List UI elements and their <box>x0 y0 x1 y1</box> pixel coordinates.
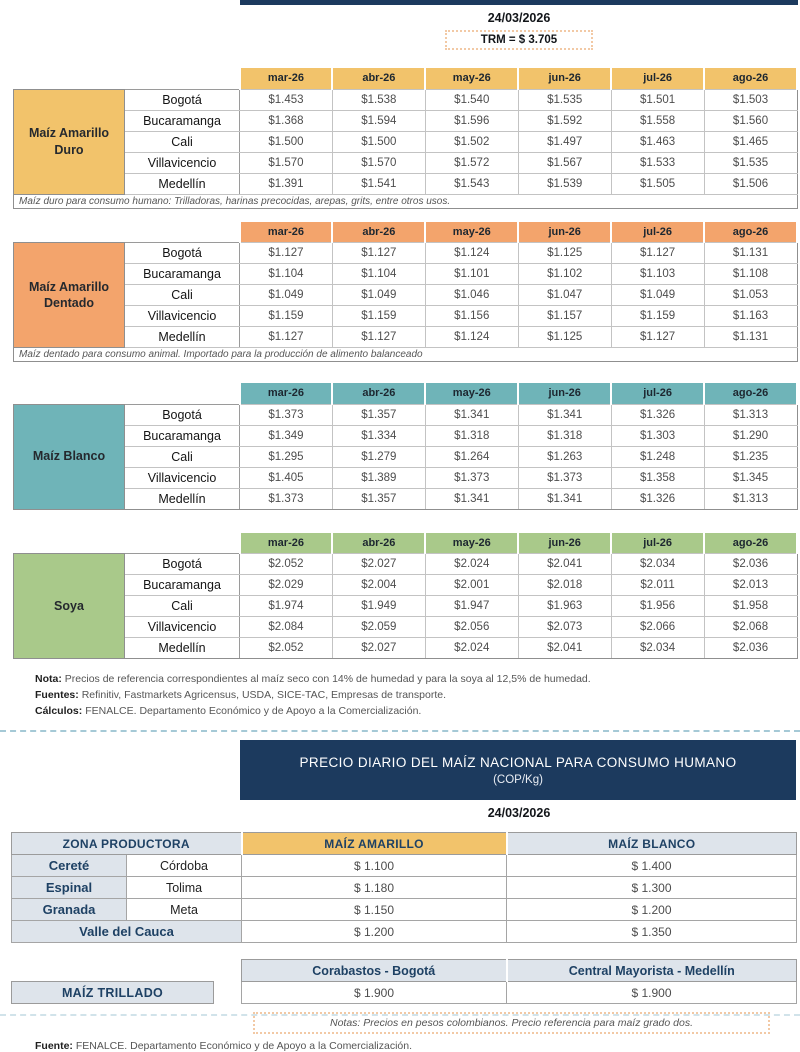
month-header: jul-26 <box>611 383 704 404</box>
calculos-text: FENALCE. Departamento Económico y de Apoyo a la Comercialización. <box>85 704 422 717</box>
price-cell: $2.018 <box>518 575 611 596</box>
fuentes-line <box>35 688 800 704</box>
month-header: jul-26 <box>611 222 704 243</box>
price-cell: $1.341 <box>518 488 611 509</box>
commodity-label: Maíz Amarillo Dentado <box>14 243 125 348</box>
price-cell: $1.290 <box>704 425 797 446</box>
month-header: jun-26 <box>518 383 611 404</box>
price-cell: $1.500 <box>240 131 333 152</box>
month-header: may-26 <box>425 68 518 89</box>
month-header: ago-26 <box>704 533 797 554</box>
price-cell: $1.341 <box>518 404 611 425</box>
price-cell: $1.503 <box>704 89 797 110</box>
price-cell: $2.034 <box>611 638 704 659</box>
price-cell: $2.029 <box>240 575 333 596</box>
price-cell: $1.047 <box>518 285 611 306</box>
price-table-maiz-amarillo-dentado <box>13 222 798 363</box>
notas-text: Notas: Precios en pesos colombianos. Precio referencia para maíz grado dos. <box>329 1017 694 1030</box>
price-cell: $1.594 <box>332 110 425 131</box>
price-cell: $1.357 <box>332 404 425 425</box>
city-label: Villavicencio <box>125 617 240 638</box>
month-header: ago-26 <box>704 383 797 404</box>
price-cell: $1.049 <box>240 285 333 306</box>
price-table-maiz-blanco <box>13 383 798 510</box>
fuente-text: FENALCE. Departamento Económico y de Apoyo a la Comercialización. <box>75 1040 413 1052</box>
zona-price-blanco: $ 1.400 <box>507 855 797 877</box>
city-price-row <box>14 488 798 509</box>
zona-price-blanco: $ 1.350 <box>507 921 797 943</box>
zona-depto: Tolima <box>127 877 242 899</box>
zona-row <box>12 877 797 899</box>
price-cell: $1.124 <box>425 327 518 348</box>
price-cell: $1.465 <box>704 131 797 152</box>
price-cell: $1.318 <box>518 425 611 446</box>
price-cell: $1.264 <box>425 446 518 467</box>
price-cell: $2.059 <box>332 617 425 638</box>
price-cell: $1.373 <box>240 488 333 509</box>
zona-name: Valle del Cauca <box>12 921 242 943</box>
trm-badge <box>445 30 593 50</box>
price-cell: $1.127 <box>332 243 425 264</box>
city-label: Villavicencio <box>125 306 240 327</box>
month-header: may-26 <box>425 383 518 404</box>
trillado-row <box>12 982 797 1004</box>
price-cell: $1.570 <box>240 152 333 173</box>
city-label: Villavicencio <box>125 467 240 488</box>
price-cell: $1.373 <box>518 467 611 488</box>
price-cell: $1.391 <box>240 173 333 194</box>
price-cell: $1.540 <box>425 89 518 110</box>
city-price-row <box>14 152 798 173</box>
price-cell: $1.124 <box>425 243 518 264</box>
price-cell: $1.046 <box>425 285 518 306</box>
price-cell: $1.131 <box>704 327 797 348</box>
price-cell: $1.104 <box>332 264 425 285</box>
zona-price-amarillo: $ 1.180 <box>242 877 507 899</box>
corabastos-header: Corabastos - Bogotá <box>242 960 507 982</box>
zona-row <box>12 899 797 921</box>
price-cell: $1.958 <box>704 596 797 617</box>
nota-line <box>35 672 800 688</box>
city-label: Villavicencio <box>125 152 240 173</box>
city-label: Cali <box>125 285 240 306</box>
city-label: Bucaramanga <box>125 264 240 285</box>
city-price-row <box>14 638 798 659</box>
price-cell: $1.502 <box>425 131 518 152</box>
price-cell: $1.159 <box>611 306 704 327</box>
price-cell: $1.125 <box>518 243 611 264</box>
blank-cell <box>14 383 240 404</box>
price-cell: $1.127 <box>332 327 425 348</box>
city-price-row <box>14 425 798 446</box>
city-label: Bucaramanga <box>125 575 240 596</box>
month-header: may-26 <box>425 222 518 243</box>
fuentes-label: Fuentes: <box>35 688 79 701</box>
city-price-row <box>14 596 798 617</box>
price-cell: $1.463 <box>611 131 704 152</box>
price-cell: $2.004 <box>332 575 425 596</box>
maiz-amarillo-header: MAÍZ AMARILLO <box>242 833 507 855</box>
month-header: ago-26 <box>704 68 797 89</box>
price-cell: $1.349 <box>240 425 333 446</box>
maiz-trillado-label: MAÍZ TRILLADO <box>12 982 214 1004</box>
price-cell: $2.036 <box>704 638 797 659</box>
city-price-row <box>14 306 798 327</box>
central-mayorista-header: Central Mayorista - Medellín <box>507 960 797 982</box>
city-price-row <box>14 285 798 306</box>
month-header: jul-26 <box>611 68 704 89</box>
month-header: mar-26 <box>240 533 333 554</box>
commodity-label: Soya <box>14 554 125 659</box>
commodity-label: Maíz Amarillo Duro <box>14 89 125 194</box>
month-header: mar-26 <box>240 68 333 89</box>
city-label: Bogotá <box>125 554 240 575</box>
city-price-row <box>14 467 798 488</box>
nota-text: Precios de referencia correspondientes al maíz seco con 14% de humedad y para la soya al 12,5% de humedad. <box>64 673 591 685</box>
zona-price-amarillo: $ 1.200 <box>242 921 507 943</box>
price-cell: $2.027 <box>332 638 425 659</box>
price-cell: $1.049 <box>332 285 425 306</box>
price-cell: $1.453 <box>240 89 333 110</box>
blank-cell <box>12 960 242 982</box>
price-cell: $1.535 <box>518 89 611 110</box>
price-cell: $1.956 <box>611 596 704 617</box>
price-cell: $1.341 <box>425 404 518 425</box>
price-cell: $1.963 <box>518 596 611 617</box>
city-label: Bucaramanga <box>125 110 240 131</box>
price-cell: $2.052 <box>240 638 333 659</box>
price-cell: $1.235 <box>704 446 797 467</box>
month-header-row <box>14 222 798 243</box>
city-label: Bucaramanga <box>125 425 240 446</box>
price-cell: $1.102 <box>518 264 611 285</box>
price-cell: $1.131 <box>704 243 797 264</box>
price-cell: $1.127 <box>240 327 333 348</box>
price-cell: $1.538 <box>332 89 425 110</box>
price-cell: $1.974 <box>240 596 333 617</box>
fuentes-text: Refinitiv, Fastmarkets Agricensus, USDA, SICE-TAC, Empresas de transporte. <box>81 688 446 701</box>
commodity-label: Maíz Blanco <box>14 404 125 509</box>
section-divider <box>0 730 800 732</box>
city-price-row <box>14 264 798 285</box>
trillado-price-bogota: $ 1.900 <box>242 982 507 1004</box>
trillado-price-medellin: $ 1.900 <box>507 982 797 1004</box>
price-cell: $1.104 <box>240 264 333 285</box>
price-cell: $1.127 <box>240 243 333 264</box>
price-cell: $1.558 <box>611 110 704 131</box>
city-price-row <box>14 575 798 596</box>
city-price-row <box>14 110 798 131</box>
section2-subtitle: (COP/Kg) <box>493 773 543 786</box>
price-cell: $2.068 <box>704 617 797 638</box>
price-cell: $1.163 <box>704 306 797 327</box>
price-cell: $2.034 <box>611 554 704 575</box>
price-cell: $1.389 <box>332 467 425 488</box>
month-header-row <box>14 533 798 554</box>
price-cell: $1.535 <box>704 152 797 173</box>
price-cell: $2.011 <box>611 575 704 596</box>
city-label: Cali <box>125 596 240 617</box>
city-label: Medellín <box>125 638 240 659</box>
fuente-label: Fuente: <box>35 1040 73 1052</box>
price-cell: $1.101 <box>425 264 518 285</box>
price-cell: $2.041 <box>518 554 611 575</box>
bottom-divider-partial <box>0 1014 800 1016</box>
zona-price-blanco: $ 1.300 <box>507 877 797 899</box>
price-cell: $1.570 <box>332 152 425 173</box>
month-header: jun-26 <box>518 68 611 89</box>
price-cell: $1.318 <box>425 425 518 446</box>
price-cell: $1.125 <box>518 327 611 348</box>
section2-title-bar <box>240 740 796 800</box>
table-footnote-row <box>14 348 798 362</box>
trillado-header-row <box>12 960 797 982</box>
price-cell: $1.263 <box>518 446 611 467</box>
price-cell: $1.501 <box>611 89 704 110</box>
price-cell: $2.056 <box>425 617 518 638</box>
city-label: Bogotá <box>125 404 240 425</box>
price-cell: $1.497 <box>518 131 611 152</box>
month-header: abr-26 <box>332 533 425 554</box>
month-header: abr-26 <box>332 68 425 89</box>
price-cell: $1.049 <box>611 285 704 306</box>
zona-row <box>12 921 797 943</box>
city-price-row <box>14 89 798 110</box>
maiz-blanco-header: MAÍZ BLANCO <box>507 833 797 855</box>
price-cell: $1.572 <box>425 152 518 173</box>
city-label: Cali <box>125 446 240 467</box>
price-cell: $1.295 <box>240 446 333 467</box>
price-cell: $2.024 <box>425 554 518 575</box>
price-cell: $1.567 <box>518 152 611 173</box>
price-cell: $2.027 <box>332 554 425 575</box>
nota-label: Nota: <box>35 673 62 685</box>
city-price-row <box>14 173 798 194</box>
price-cell: $2.001 <box>425 575 518 596</box>
month-header-row <box>14 383 798 404</box>
top-header-column <box>240 11 798 50</box>
city-price-row <box>14 554 798 575</box>
blank-cell <box>14 533 240 554</box>
price-cell: $2.066 <box>611 617 704 638</box>
price-cell: $1.156 <box>425 306 518 327</box>
fuente-line <box>35 1040 800 1052</box>
trm-value: TRM = $ 3.705 <box>480 34 558 46</box>
price-cell: $1.313 <box>704 404 797 425</box>
report-date: 24/03/2026 <box>487 11 551 25</box>
blank-cell <box>14 68 240 89</box>
price-cell: $1.053 <box>704 285 797 306</box>
zona-name: Espinal <box>12 877 127 899</box>
month-header: abr-26 <box>332 383 425 404</box>
city-price-row <box>14 446 798 467</box>
table-footnote: Maíz dentado para consumo animal. Importado para la producción de alimento balanceado <box>14 348 798 362</box>
city-label: Bogotá <box>125 89 240 110</box>
price-cell: $1.103 <box>611 264 704 285</box>
price-table-soya <box>13 533 798 660</box>
city-price-row <box>14 617 798 638</box>
price-cell: $1.345 <box>704 467 797 488</box>
price-cell: $1.108 <box>704 264 797 285</box>
month-header: jun-26 <box>518 222 611 243</box>
maiz-trillado-table <box>11 959 797 1004</box>
zona-price-blanco: $ 1.200 <box>507 899 797 921</box>
price-cell: $1.592 <box>518 110 611 131</box>
city-label: Medellín <box>125 327 240 348</box>
price-cell: $1.405 <box>240 467 333 488</box>
price-cell: $1.341 <box>425 488 518 509</box>
price-cell: $1.358 <box>611 467 704 488</box>
zona-productora-header: ZONA PRODUCTORA <box>12 833 242 855</box>
section2-date: 24/03/2026 <box>487 806 551 821</box>
zona-header-row <box>12 833 797 855</box>
price-cell: $1.159 <box>240 306 333 327</box>
price-cell: $1.157 <box>518 306 611 327</box>
month-header: mar-26 <box>240 222 333 243</box>
top-title-bar-partial <box>240 0 798 5</box>
city-label: Medellín <box>125 173 240 194</box>
price-cell: $2.024 <box>425 638 518 659</box>
price-cell: $1.373 <box>240 404 333 425</box>
price-cell: $1.533 <box>611 152 704 173</box>
price-cell: $2.041 <box>518 638 611 659</box>
price-cell: $1.560 <box>704 110 797 131</box>
table-footnote: Maíz duro para consumo humano: Trilladoras, harinas precocidas, arepas, grits, entre otros usos. <box>14 194 798 208</box>
city-price-row <box>14 243 798 264</box>
section2-date-wrap <box>240 806 798 820</box>
price-cell: $1.357 <box>332 488 425 509</box>
calculos-label: Cálculos: <box>35 704 83 717</box>
city-price-row <box>14 327 798 348</box>
price-cell: $2.013 <box>704 575 797 596</box>
section2-title: PRECIO DIARIO DEL MAÍZ NACIONAL PARA CONSUMO HUMANO <box>299 754 737 770</box>
price-cell: $1.368 <box>240 110 333 131</box>
price-cell: $1.127 <box>611 327 704 348</box>
zona-price-amarillo: $ 1.100 <box>242 855 507 877</box>
zona-price-amarillo: $ 1.150 <box>242 899 507 921</box>
price-cell: $1.949 <box>332 596 425 617</box>
month-header: abr-26 <box>332 222 425 243</box>
city-price-row <box>14 404 798 425</box>
table-footnote-row <box>14 194 798 208</box>
price-cell: $1.248 <box>611 446 704 467</box>
month-header: may-26 <box>425 533 518 554</box>
price-cell: $1.127 <box>611 243 704 264</box>
price-cell: $1.313 <box>704 488 797 509</box>
zona-row <box>12 855 797 877</box>
price-cell: $1.326 <box>611 404 704 425</box>
price-cell: $2.084 <box>240 617 333 638</box>
price-cell: $1.541 <box>332 173 425 194</box>
month-header: mar-26 <box>240 383 333 404</box>
price-cell: $2.052 <box>240 554 333 575</box>
zona-productora-table <box>11 832 797 943</box>
calculos-line <box>35 704 800 720</box>
price-cell: $1.505 <box>611 173 704 194</box>
month-header-row <box>14 68 798 89</box>
price-cell: $1.596 <box>425 110 518 131</box>
city-label: Cali <box>125 131 240 152</box>
zona-depto: Córdoba <box>127 855 242 877</box>
month-header: jul-26 <box>611 533 704 554</box>
notes-block <box>35 672 800 719</box>
price-cell: $1.500 <box>332 131 425 152</box>
blank-cell <box>14 222 240 243</box>
price-cell: $1.303 <box>611 425 704 446</box>
price-cell: $1.326 <box>611 488 704 509</box>
city-label: Medellín <box>125 488 240 509</box>
month-header: jun-26 <box>518 533 611 554</box>
price-cell: $1.506 <box>704 173 797 194</box>
price-cell: $2.073 <box>518 617 611 638</box>
spacer-cell <box>214 982 242 1004</box>
price-cell: $1.539 <box>518 173 611 194</box>
month-header: ago-26 <box>704 222 797 243</box>
price-cell: $1.543 <box>425 173 518 194</box>
zona-depto: Meta <box>127 899 242 921</box>
price-cell: $1.373 <box>425 467 518 488</box>
price-cell: $1.279 <box>332 446 425 467</box>
price-cell: $1.159 <box>332 306 425 327</box>
city-price-row <box>14 131 798 152</box>
city-label: Bogotá <box>125 243 240 264</box>
zona-name: Cereté <box>12 855 127 877</box>
price-table-maiz-amarillo-duro <box>13 68 798 209</box>
price-cell: $1.334 <box>332 425 425 446</box>
price-cell: $1.947 <box>425 596 518 617</box>
price-cell: $2.036 <box>704 554 797 575</box>
zona-name: Granada <box>12 899 127 921</box>
